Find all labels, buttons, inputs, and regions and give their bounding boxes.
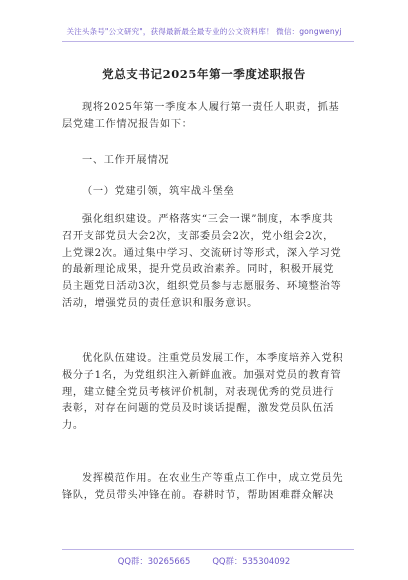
footer-contacts <box>0 555 408 567</box>
document-title: 党总支书记2025年第一季度述职报告 <box>102 67 306 81</box>
paragraph-line: 优化队伍建设。注重党员发展工作，本季度培养入党积 <box>82 353 344 364</box>
paragraph-line: 层党建工作情况报告如下： <box>62 118 193 130</box>
paragraph-line: 召开支部党员大会2次，支部委员会2次，党小组会2次， <box>62 230 334 242</box>
header-divider <box>62 41 354 42</box>
paragraph-line: 员主题党日活动3次，组织党员参与志愿服务、环境整治等 <box>62 281 342 293</box>
subsection-heading: （一）党建引领，筑牢战斗堡垒 <box>82 186 235 197</box>
body-paragraph <box>62 471 343 505</box>
body-paragraph <box>62 351 343 435</box>
paragraph-line: 理，建立健全党员考核评价机制，对表现优秀的党员进行 <box>62 386 335 398</box>
paragraph-line: 锋队，党员带头冲锋在前。春耕时节，帮助困难群众解决 <box>62 489 335 501</box>
paragraph-line: 发挥模范作用。在农业生产等重点工作中，成立党员先 <box>82 473 344 484</box>
section-heading: 一、工作开展情况 <box>82 155 170 166</box>
paragraph-line: 极分子1名，为党组织注入新鲜血液。加强对党员的教育管 <box>62 369 342 381</box>
paragraph-line: 活动，增强党员的责任意识和服务意识。 <box>62 297 258 309</box>
intro-paragraph <box>62 100 339 134</box>
header-banner: 关注头条号"公文研究"，获得最新最全最专业的公文资料库！ 微信：gongwenyj <box>66 27 342 36</box>
paragraph-line: 现将2025年第一季度本人履行第一责任人职责，抓基 <box>82 102 340 113</box>
body-paragraph <box>62 212 341 313</box>
paragraph-line: 上党课2次。通过集中学习、交流研讨等形式，深入学习党 <box>62 247 342 259</box>
paragraph-line: 的最新理论成果，提升党员政治素养。同时，积极开展党 <box>62 264 335 276</box>
footer-divider <box>62 549 354 550</box>
footer-qq-group-1: QQ群：30265665 <box>117 556 191 566</box>
paragraph-line: 力。 <box>62 420 84 432</box>
footer-qq-group-2: QQ群：535304092 <box>212 556 291 566</box>
paragraph-line: 表彰，对存在问题的党员及时谈话提醒，激发党员队伍活 <box>62 403 335 415</box>
paragraph-line: 强化组织建设。严格落实“三会一课”制度，本季度共 <box>82 214 334 225</box>
